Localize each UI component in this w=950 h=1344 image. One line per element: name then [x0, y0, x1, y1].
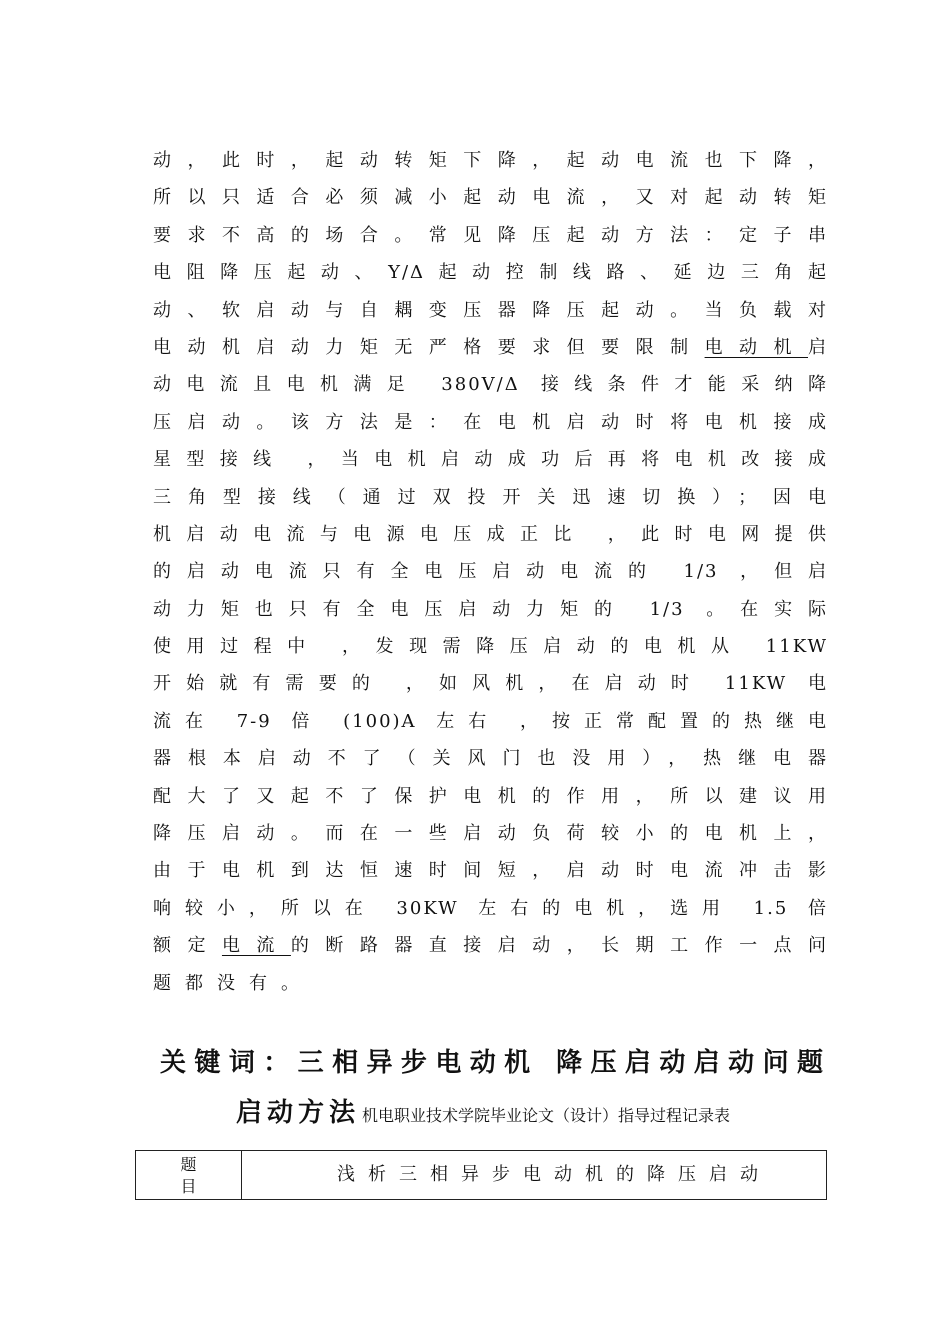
body-line-text: 响较小，所以在 30KW 左右的电机，选用 1.5 倍 — [153, 897, 828, 919]
body-line-text: 的断路器直接启动，长期工作一点问 — [290, 935, 829, 957]
body-line — [153, 553, 828, 590]
body-line — [153, 778, 828, 815]
body-line — [153, 703, 828, 740]
body-line-text: 动，此时，起动转矩下降，起动电流也下降， — [153, 150, 828, 171]
body-line-text: 要求不高的场合。常见降压起动方法：定子串 — [153, 224, 828, 246]
body-line — [153, 441, 828, 478]
body-line-text: 由于电机到达恒速时间短，启动时电流冲击影 — [153, 860, 828, 882]
body-line — [153, 142, 828, 179]
body-line-text: 启 — [808, 336, 828, 358]
underlined-term: 电流 — [221, 935, 291, 957]
body-line — [153, 366, 828, 403]
body-line — [153, 665, 828, 702]
body-line-text: 器根本启动不了（关风门也没用），热继电器 — [153, 748, 828, 770]
topic-label-top: 题 — [180, 1155, 197, 1174]
body-line — [153, 927, 828, 964]
body-line — [153, 516, 828, 553]
body-line-text: 流在 7-9 倍 (100)A 左右 ，按正常配置的热继电 — [153, 710, 828, 732]
body-line-text: 动、软启动与自耦变压器降压起动。当负载对 — [153, 299, 828, 321]
underlined-term: 电动机 — [704, 336, 808, 358]
form-title: 机电职业技术学院毕业论文（设计）指导过程记录表 — [362, 1106, 731, 1125]
body-line-text: 三角型接线（通过双投开关迅速切换）；因电 — [153, 486, 828, 508]
body-line-text: 配大了又起不了保护电机的作用，所以建议用 — [153, 785, 828, 807]
body-line-text: 电阻降压起动、Y/Δ起动控制线路、延边三角起 — [153, 262, 828, 284]
body-line — [153, 591, 828, 628]
body-line — [153, 479, 828, 516]
body-line-text: 开始就有需要的 ，如风机，在启动时 11KW 电 — [153, 673, 828, 695]
body-line-text: 动力矩也只有全电压启动力矩的 1/3 。在实际 — [153, 598, 828, 620]
body-line-text: 额定 — [153, 935, 222, 957]
body-line-text: 降压启动。而在一些启动负荷较小的电机上， — [153, 823, 828, 845]
topic-value-cell: 浅析三相异步电动机的降压启动 — [337, 1164, 771, 1185]
body-line — [153, 217, 828, 254]
body-line — [153, 179, 828, 216]
record-table — [135, 1150, 827, 1200]
body-line — [153, 815, 828, 852]
body-line — [153, 292, 828, 329]
topic-label-bottom: 目 — [180, 1177, 197, 1196]
topic-label-cell — [136, 1151, 242, 1199]
body-line — [153, 740, 828, 777]
body-line — [153, 852, 828, 889]
body-line-text: 的启动电流只有全电压启动电流的 1/3 ，但启 — [153, 561, 828, 583]
body-line-text: 机启动电流与电源电压成正比 ，此时电网提供 — [153, 523, 828, 545]
body-line — [153, 628, 828, 665]
body-line-text: 所以只适合必须减小起动电流，又对起动转矩 — [153, 187, 828, 209]
body-line — [153, 254, 828, 291]
body-line-text: 电动机启动力矩无严格要求但要限制 — [153, 336, 705, 358]
body-line-text: 题都没有。 — [153, 972, 313, 994]
body-line-text: 压启动。该方法是：在电机启动时将电机接成 — [153, 411, 828, 433]
keywords-line: 关键词：三相异步电动机 降压启动启动问题 — [160, 1048, 828, 1078]
body-line-text: 星型接线 ，当电机启动成功后再将电机改接成 — [153, 449, 828, 471]
keywords-continuation — [236, 1090, 836, 1139]
body-paragraph — [153, 142, 828, 1002]
body-line — [153, 890, 828, 927]
keywords-tail: 启动方法 — [236, 1098, 361, 1128]
body-line — [153, 965, 828, 1002]
body-line-text: 动电流且电机满足 380V/Δ 接线条件才能采纳降 — [153, 374, 828, 396]
body-line — [153, 404, 828, 441]
body-line-text: 使用过程中 ，发现需降压启动的电机从 11KW — [153, 636, 828, 658]
body-line — [153, 329, 828, 366]
